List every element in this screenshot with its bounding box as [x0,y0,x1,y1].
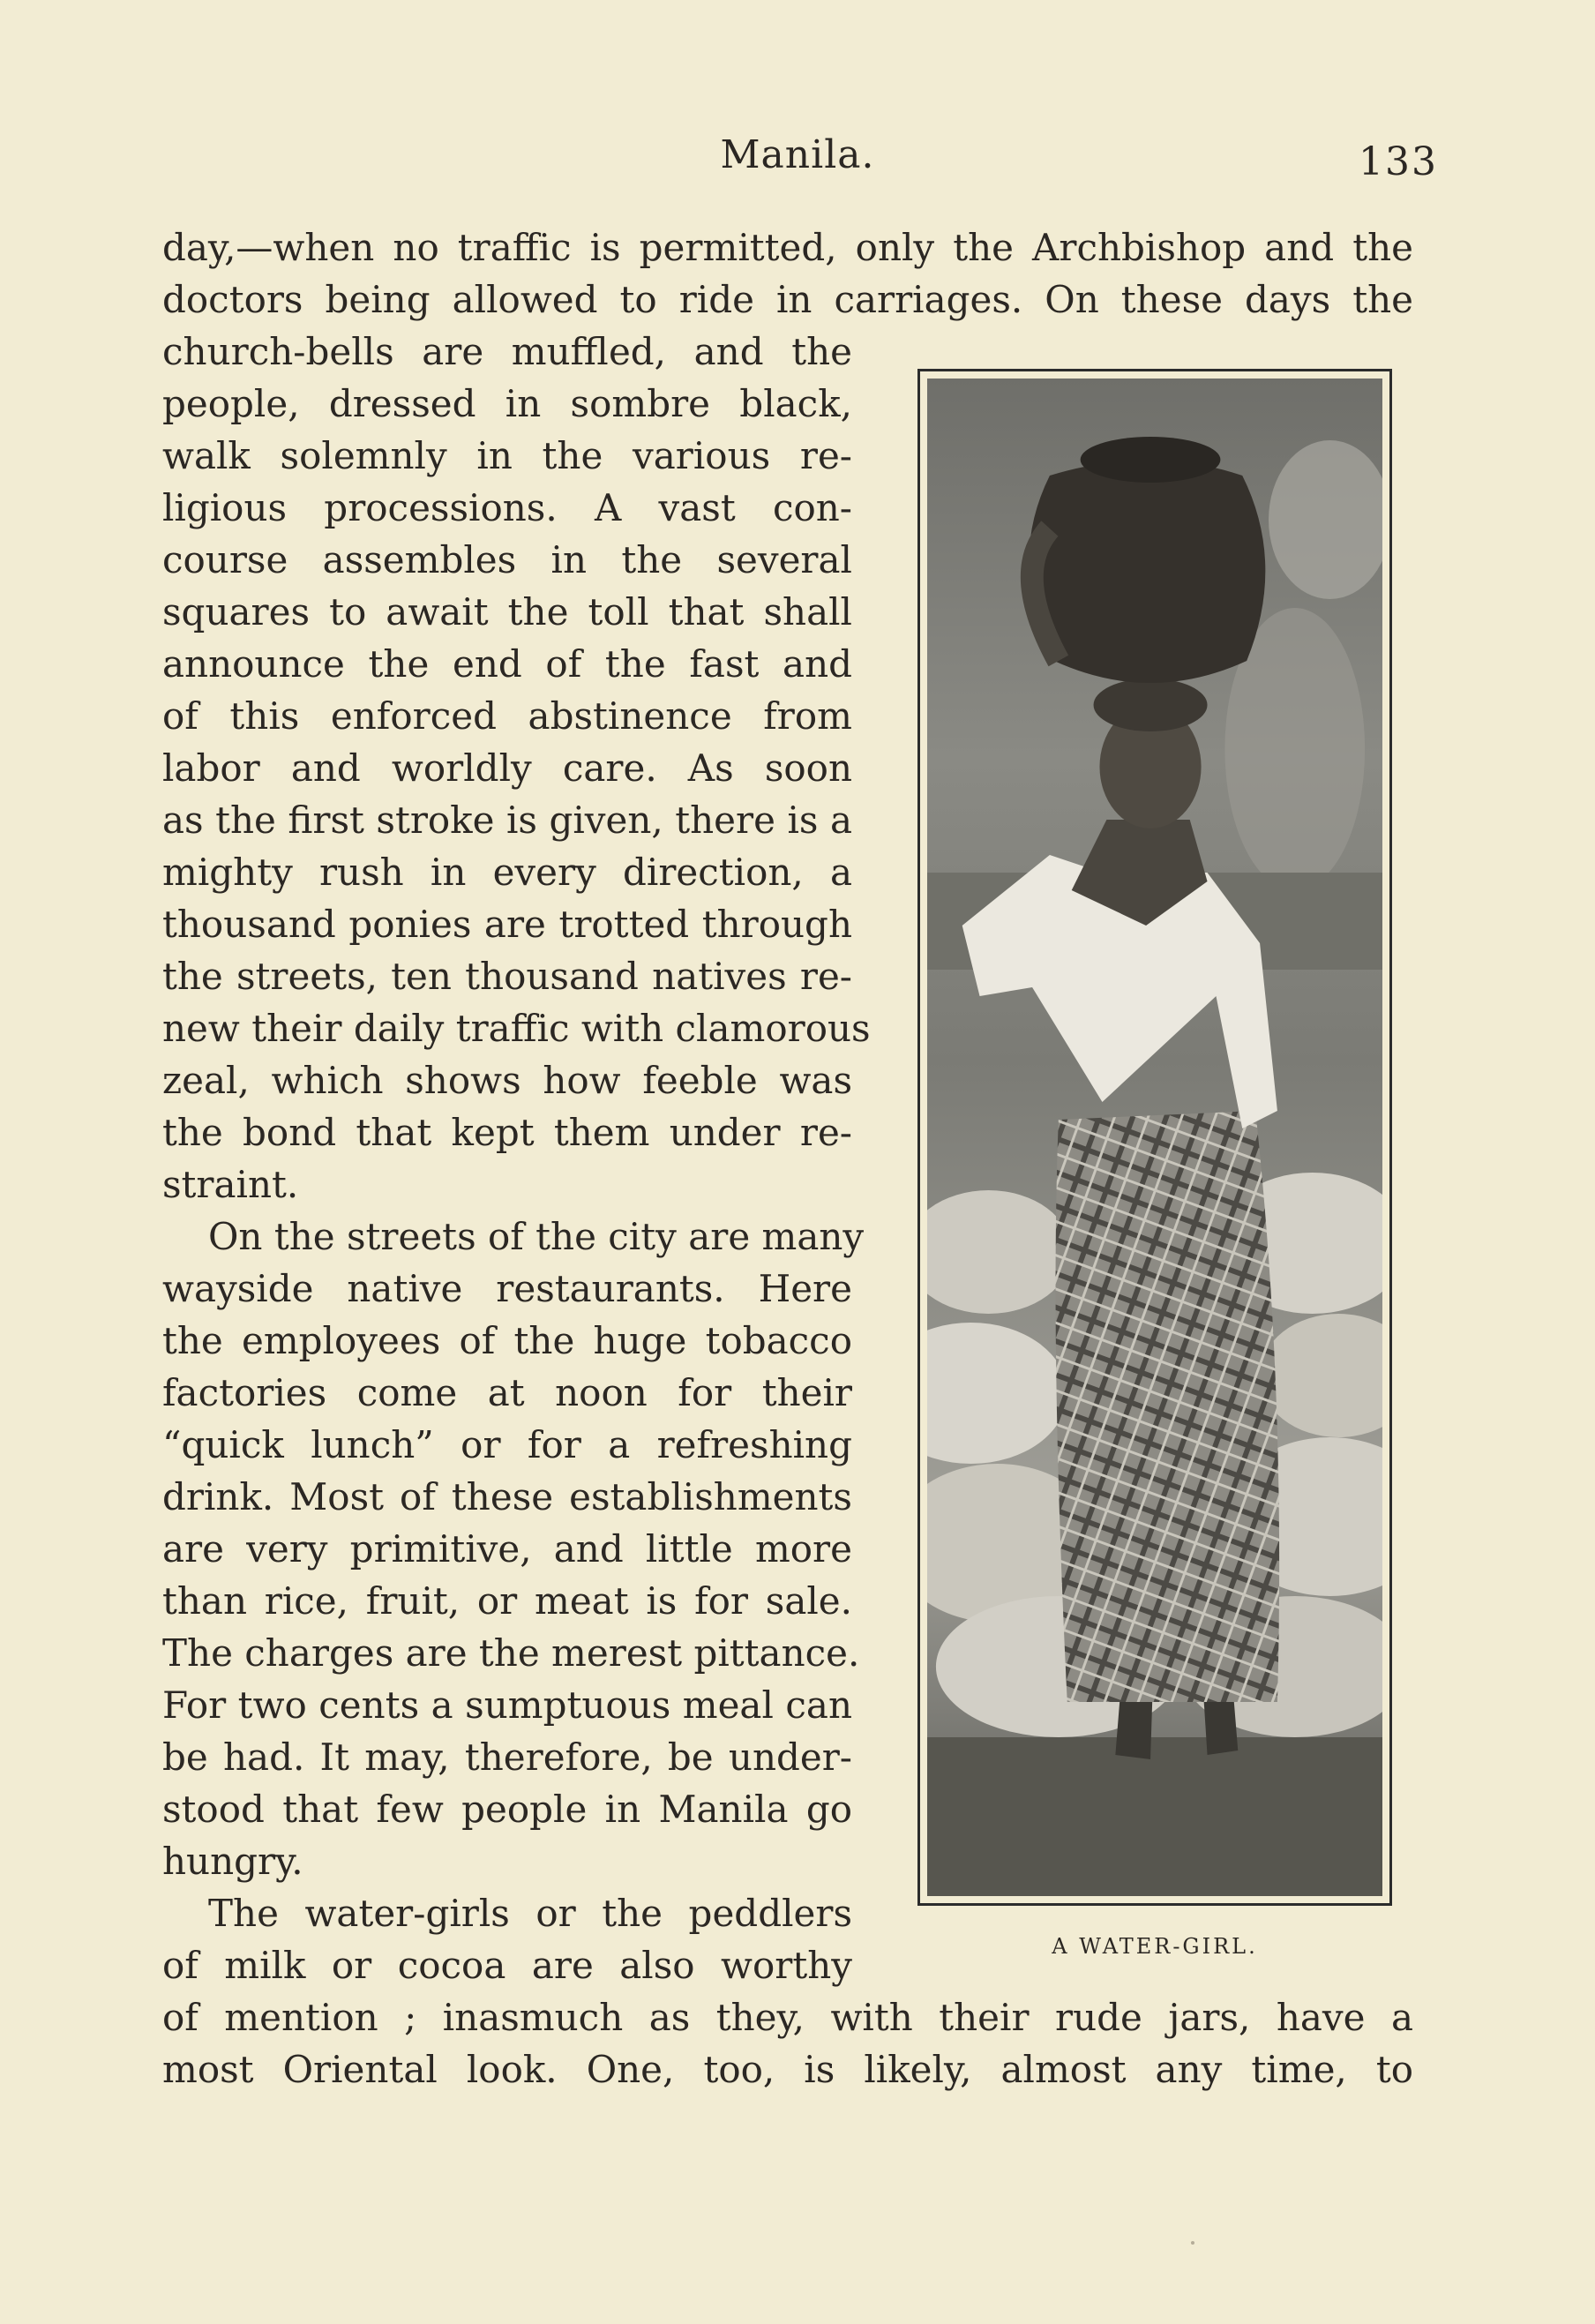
text-line: the bond that kept them under re- [162,1111,852,1154]
text-line: than rice, fruit, or meat is for sale. [162,1579,852,1623]
text-line: “quick lunch” or for a refreshing [162,1423,852,1466]
text-line: as the first stroke is given, there is a [162,798,852,842]
text-line: stood that few people in Manila go [162,1788,852,1831]
page-header-title: Manila. [720,132,875,177]
text-line: people, dressed in sombre black, [162,382,852,425]
photograph-illustration [927,379,1382,1896]
text-line: factories come at noon for their [162,1371,852,1414]
text-line: are very primitive, and little more [162,1527,852,1571]
text-line: mighty rush in every direction, a [162,851,852,894]
text-line: labor and worldly care. As soon [162,746,852,790]
text-line: wayside native restaurants. Here [162,1267,852,1310]
text-line: walk solemnly in the various re- [162,434,852,477]
text-line: new their daily traffic with clamorous [162,1007,871,1050]
text-line: On the streets of the city are many [208,1215,865,1258]
text-line: the streets, ten thousand natives re- [162,955,852,998]
text-line: be had. It may, therefore, be under- [162,1736,852,1779]
text-line: For two cents a sumptuous meal can [162,1683,852,1727]
figure-caption: A WATER-GIRL. [1052,1934,1258,1959]
text-line: drink. Most of these establishments [162,1475,852,1518]
water-girl-photograph [917,369,1392,1906]
text-line: hungry. [162,1840,303,1883]
text-line: of mention ; inasmuch as they, with their rude jars, have a [162,1996,1413,2039]
text-line: church-bells are muffled, and the [162,330,852,373]
text-line: squares to await the toll that shall [162,590,852,633]
text-line: course assembles in the several [162,538,852,581]
text-line: the employees of the huge tobacco [162,1319,852,1362]
text-line: zeal, which shows how feeble was [162,1059,852,1102]
text-line: of milk or cocoa are also worthy [162,1944,852,1987]
text-line: straint. [162,1163,299,1206]
text-line: announce the end of the fast and [162,642,852,686]
text-line: of this enforced abstinence from [162,694,852,738]
text-line: ligious processions. A vast con- [162,486,852,529]
text-line: The charges are the merest pittance. [162,1631,860,1675]
paper-speck [1191,2241,1194,2245]
text-line: The water-girls or the peddlers [208,1892,852,1935]
page-number: 133 [1359,139,1438,184]
text-line: most Oriental look. One, too, is likely, almost any time, to [162,2048,1413,2091]
text-line: day,—when no traffic is permitted, only the Archbishop and the [162,226,1413,269]
text-line: doctors being allowed to ride in carriages. On these days the [162,278,1413,321]
text-line: thousand ponies are trotted through [162,903,852,946]
